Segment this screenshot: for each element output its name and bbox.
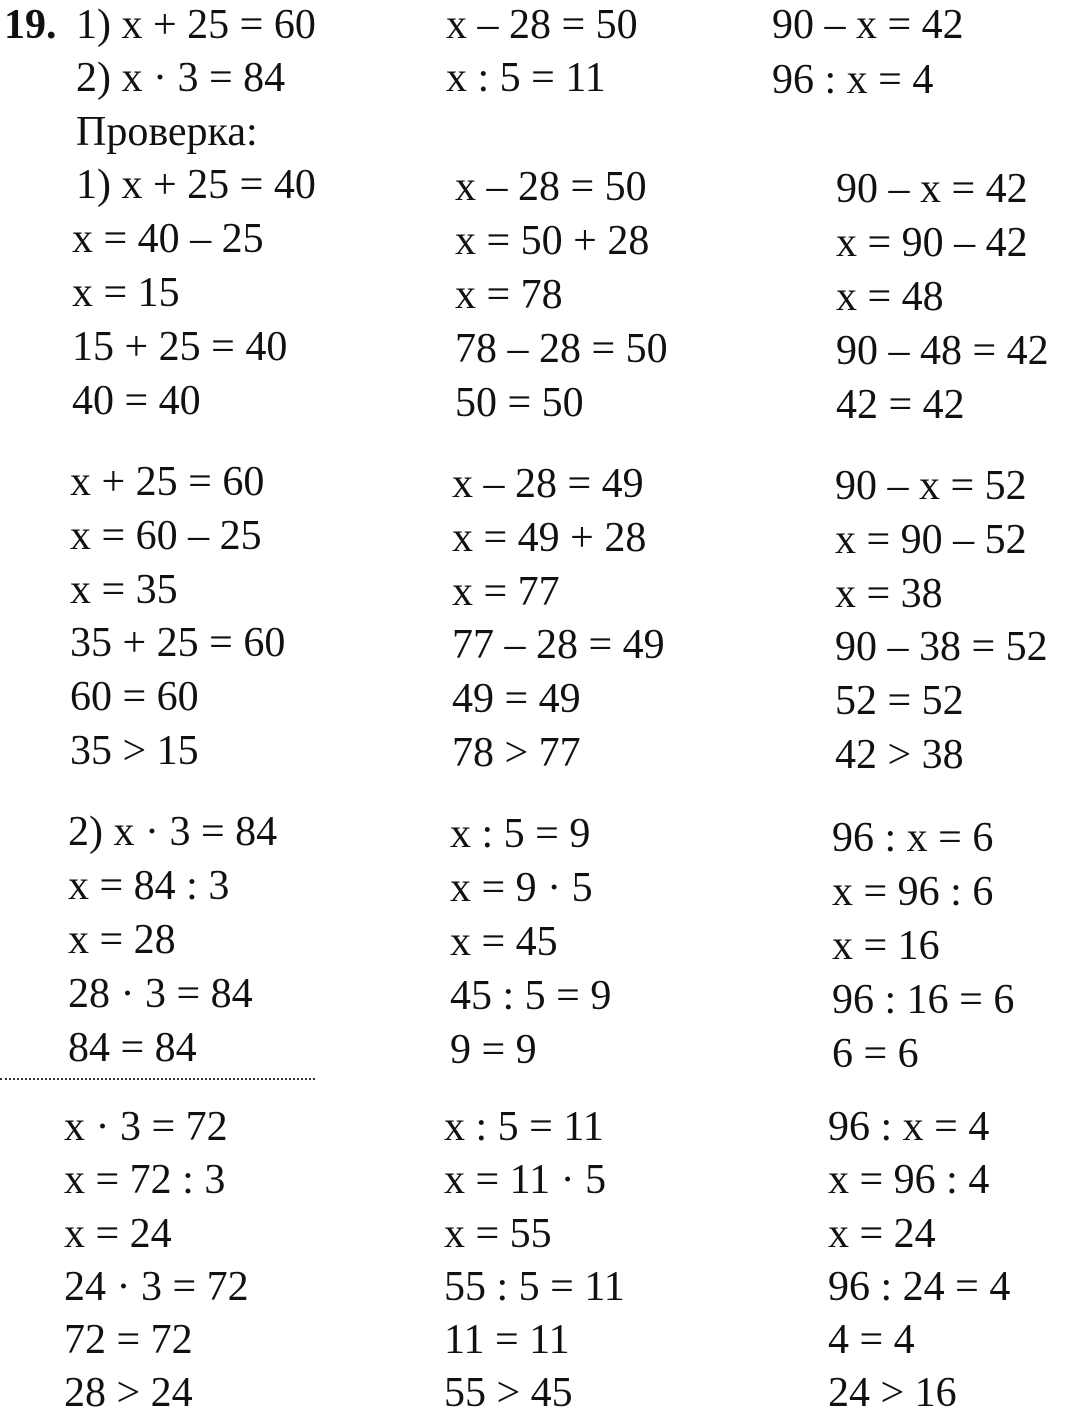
comparison-line: 24 > 16 [828, 1370, 957, 1416]
solution-line: 52 = 52 [835, 678, 964, 724]
solution-line: 2) x · 3 = 84 [68, 809, 278, 855]
solution-line: x = 48 [836, 274, 944, 320]
solution-line: x = 24 [828, 1211, 936, 1257]
solution-line: x = 49 + 28 [452, 515, 647, 561]
solution-line: 50 = 50 [455, 380, 584, 426]
solution-line: 96 : x = 6 [832, 815, 994, 861]
solution-line: 9 = 9 [450, 1027, 537, 1073]
solution-line: x = 24 [64, 1211, 172, 1257]
solution-line: x = 35 [70, 567, 178, 613]
solution-line: x = 16 [832, 923, 940, 969]
task-equation: 90 – x = 42 [772, 2, 964, 48]
task-equation: 2) x · 3 = 84 [76, 55, 286, 101]
solution-line: x = 77 [452, 569, 560, 615]
solution-line: x = 84 : 3 [68, 863, 230, 909]
solution-line: 24 · 3 = 72 [64, 1264, 249, 1310]
solution-line: 28 · 3 = 84 [68, 971, 253, 1017]
solution-line: 96 : 16 = 6 [832, 977, 1015, 1023]
check-title: Проверка: [76, 109, 258, 155]
task-equation: 1) x + 25 = 60 [76, 2, 316, 48]
solution-line: x = 72 : 3 [64, 1157, 226, 1203]
solution-line: 45 : 5 = 9 [450, 973, 612, 1019]
solution-line: x = 96 : 6 [832, 869, 994, 915]
comparison-line: 78 > 77 [452, 730, 581, 776]
task-equation: x : 5 = 11 [446, 55, 606, 101]
solution-line: 90 – 38 = 52 [835, 624, 1048, 670]
solution-line: 4 = 4 [828, 1317, 915, 1363]
exercise-number: 19. [4, 2, 57, 48]
solution-line: 40 = 40 [72, 378, 201, 424]
solution-line: x = 45 [450, 919, 558, 965]
solution-line: 90 – x = 42 [836, 166, 1028, 212]
solution-line: x = 15 [72, 270, 180, 316]
solution-line: 1) x + 25 = 40 [76, 162, 316, 208]
solution-line: x = 38 [835, 571, 943, 617]
comparison-line: 55 > 45 [444, 1370, 573, 1416]
task-equation: 96 : x = 4 [772, 57, 934, 103]
solution-line: 35 + 25 = 60 [70, 620, 286, 666]
solution-line: x = 40 – 25 [72, 216, 264, 262]
solution-line: 11 = 11 [444, 1317, 570, 1363]
solution-line: 90 – x = 52 [835, 463, 1027, 509]
solution-line: x = 28 [68, 917, 176, 963]
solution-line: 78 – 28 = 50 [455, 326, 668, 372]
solution-line: x = 9 · 5 [450, 865, 593, 911]
section-divider [0, 1078, 315, 1080]
solution-line: 77 – 28 = 49 [452, 622, 665, 668]
solution-line: 15 + 25 = 40 [72, 324, 288, 370]
solution-line: x = 90 – 42 [836, 220, 1028, 266]
solution-line: 84 = 84 [68, 1025, 197, 1071]
solution-line: 49 = 49 [452, 676, 581, 722]
comparison-line: 35 > 15 [70, 728, 199, 774]
solution-line: x – 28 = 50 [455, 164, 647, 210]
comparison-line: 42 > 38 [835, 732, 964, 778]
solution-line: 90 – 48 = 42 [836, 328, 1049, 374]
solution-line: x = 11 · 5 [444, 1157, 607, 1203]
solution-line: x + 25 = 60 [70, 459, 265, 505]
solution-line: 72 = 72 [64, 1317, 193, 1363]
solution-line: x = 50 + 28 [455, 218, 650, 264]
solution-line: x – 28 = 49 [452, 461, 644, 507]
solution-line: x = 96 : 4 [828, 1157, 990, 1203]
solution-line: x · 3 = 72 [64, 1104, 228, 1150]
solution-line: 96 : x = 4 [828, 1104, 990, 1150]
task-equation: x – 28 = 50 [446, 2, 638, 48]
solution-line: x = 90 – 52 [835, 517, 1027, 563]
solution-line: x = 78 [455, 272, 563, 318]
solution-line: 42 = 42 [836, 382, 965, 428]
solution-line: x : 5 = 9 [450, 811, 591, 857]
solution-line: x = 60 – 25 [70, 513, 262, 559]
solution-line: 96 : 24 = 4 [828, 1264, 1011, 1310]
solution-line: 6 = 6 [832, 1031, 919, 1077]
comparison-line: 28 > 24 [64, 1370, 193, 1416]
solution-line: 55 : 5 = 11 [444, 1264, 625, 1310]
solution-line: x = 55 [444, 1211, 552, 1257]
solution-line: 60 = 60 [70, 674, 199, 720]
solution-line: x : 5 = 11 [444, 1104, 604, 1150]
